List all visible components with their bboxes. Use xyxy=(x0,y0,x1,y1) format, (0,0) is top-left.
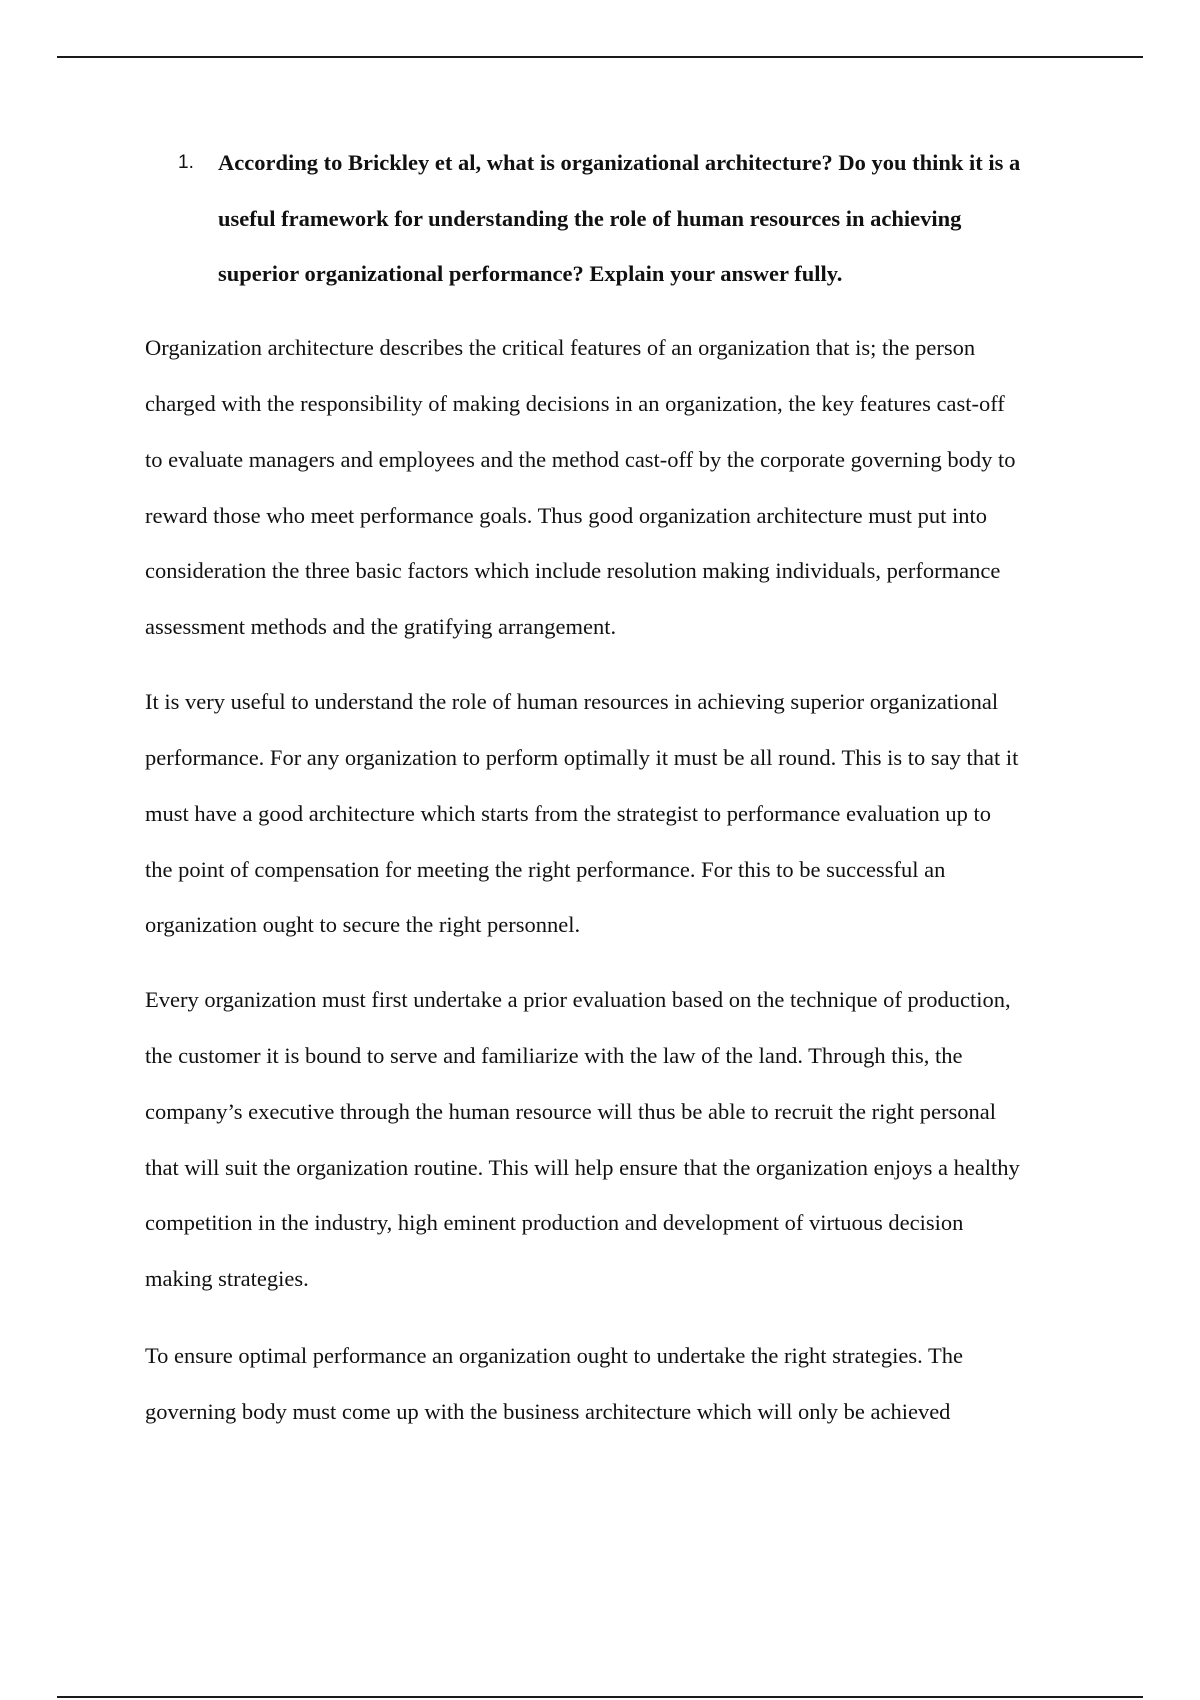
header-rule xyxy=(57,56,1143,58)
paragraph-line: To ensure optimal performance an organization ought to undertake the right strategies. The xyxy=(145,1343,963,1368)
question-line: useful framework for understanding the role of human resources in achieving xyxy=(218,206,962,231)
paragraph-line: must have a good architecture which starts from the strategist to performance evaluation up to xyxy=(145,801,991,826)
paragraph-line: the customer it is bound to serve and familiarize with the law of the land. Through this, the xyxy=(145,1043,963,1068)
paragraph-line: assessment methods and the gratifying arrangement. xyxy=(145,614,617,639)
footer-rule xyxy=(57,1696,1143,1698)
paragraph-line: performance. For any organization to perform optimally it must be all round. This is to say that it xyxy=(145,745,1019,770)
paragraph-line: It is very useful to understand the role of human resources in achieving superior organizational xyxy=(145,689,999,714)
paragraph-line: to evaluate managers and employees and the method cast-off by the corporate governing body to xyxy=(145,447,1016,472)
paragraph-line: company’s executive through the human resource will thus be able to recruit the right personal xyxy=(145,1099,996,1124)
paragraph-line: Organization architecture describes the critical features of an organization that is; the person xyxy=(145,335,976,360)
paragraph-line: making strategies. xyxy=(145,1266,309,1291)
paragraph-line: Every organization must first undertake a prior evaluation based on the technique of production, xyxy=(145,987,1011,1012)
paragraph-line: competition in the industry, high eminent production and development of virtuous decision xyxy=(145,1210,964,1235)
paragraph-line: reward those who meet performance goals. Thus good organization architecture must put into xyxy=(145,503,988,528)
question-line: superior organizational performance? Explain your answer fully. xyxy=(218,261,843,286)
paragraph-line: organization ought to secure the right personnel. xyxy=(145,912,581,937)
paragraph-line: governing body must come up with the business architecture which will only be achieved xyxy=(145,1399,951,1424)
paragraph-line: that will suit the organization routine. This will help ensure that the organization enjoys a healthy xyxy=(145,1155,1020,1180)
paragraph-line: consideration the three basic factors which include resolution making individuals, performance xyxy=(145,558,1001,583)
paragraph-line: the point of compensation for meeting the right performance. For this to be successful an xyxy=(145,857,946,882)
question-line: According to Brickley et al, what is organizational architecture? Do you think it is a xyxy=(218,150,1021,175)
question-number: 1. xyxy=(178,152,194,173)
paragraph-line: charged with the responsibility of making decisions in an organization, the key features cast-off xyxy=(145,391,1005,416)
